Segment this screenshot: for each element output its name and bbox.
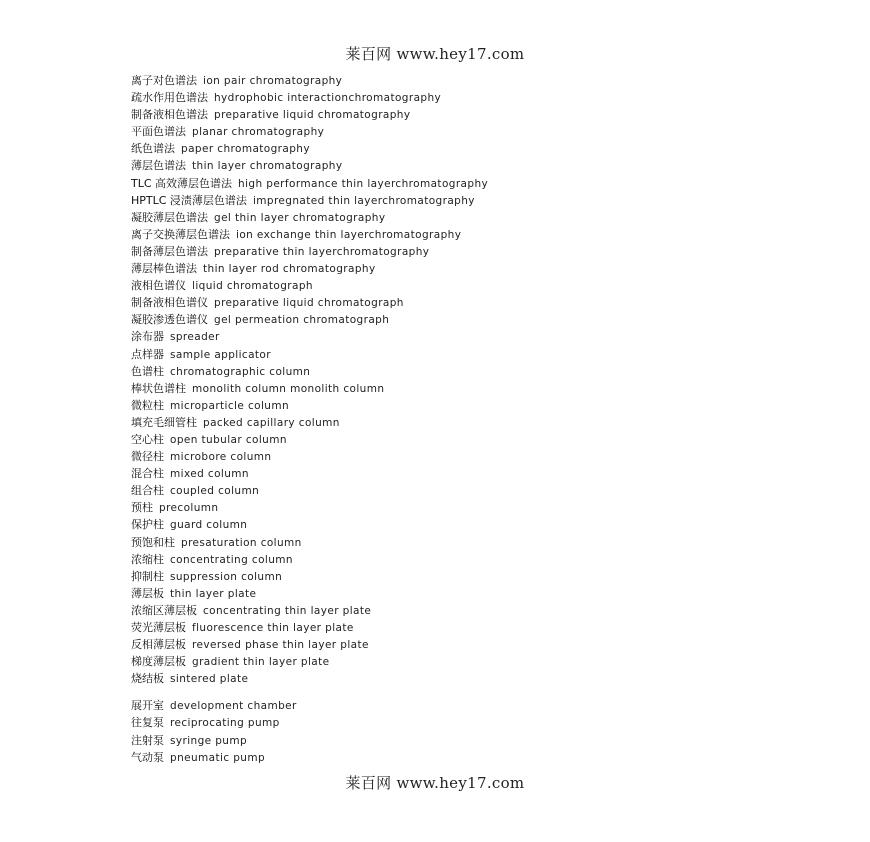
glossary-entry	[131, 157, 771, 174]
term-english: gradient thin layer plate	[192, 656, 330, 669]
page-footer: 莱百网 www.hey17.com	[345, 774, 525, 792]
glossary-entry	[131, 294, 771, 311]
term-english: open tubular column	[170, 433, 287, 446]
glossary-entry	[131, 636, 771, 653]
term-chinese: 疏水作用色谱法	[131, 91, 208, 105]
term-english: preparative liquid chromatograph	[214, 297, 404, 310]
term-chinese: 预柱	[131, 501, 153, 515]
term-english: pneumatic pump	[170, 751, 266, 764]
term-english: sintered plate	[170, 673, 249, 686]
term-chinese: 棒状色谱柱	[131, 381, 186, 395]
glossary-entry	[131, 72, 771, 89]
term-chinese: 梯度薄层板	[131, 655, 186, 669]
page-header: 莱百网 www.hey17.com	[345, 45, 525, 63]
glossary-entry	[131, 380, 771, 397]
term-chinese: 薄层板	[131, 586, 164, 600]
term-english: sample applicator	[170, 348, 271, 361]
glossary-entry	[131, 431, 771, 448]
glossary-entry	[131, 140, 771, 157]
glossary-entry	[131, 363, 771, 380]
term-english: high performance thin layerchromatography	[238, 177, 489, 190]
term-chinese: 气动泵	[131, 750, 164, 764]
term-english: reversed phase thin layer plate	[192, 639, 369, 652]
term-english: development chamber	[170, 700, 297, 713]
term-english: fluorescence thin layer plate	[192, 622, 354, 634]
glossary-entry	[131, 89, 771, 106]
glossary-entry	[131, 551, 771, 568]
glossary-entry	[131, 585, 771, 602]
term-english: microparticle column	[170, 399, 290, 412]
term-chinese: 抑制柱	[131, 569, 164, 583]
term-english: coupled column	[170, 485, 260, 498]
term-chinese: 浓缩区薄层板	[131, 603, 197, 617]
glossary-entry	[131, 448, 771, 465]
glossary-entry	[131, 346, 771, 363]
term-english: concentrating column	[170, 553, 293, 566]
glossary-entry	[131, 226, 771, 243]
glossary-entry	[131, 534, 771, 551]
term-english: monolith column monolith column	[192, 382, 385, 395]
glossary-entry	[131, 311, 771, 328]
term-chinese: 往复泵	[131, 716, 164, 730]
term-chinese: 荧光薄层板	[131, 621, 186, 634]
term-chinese: 色谱柱	[131, 364, 164, 378]
glossary-entry	[131, 414, 771, 431]
term-chinese: 涂布器	[131, 330, 164, 344]
term-english: preparative thin layerchromatography	[214, 245, 430, 258]
term-chinese: 制备液相色谱仪	[131, 296, 208, 310]
term-chinese: 注射泵	[131, 733, 164, 747]
term-chinese: 薄层棒色谱法	[131, 262, 197, 276]
term-chinese: 预饱和柱	[131, 535, 175, 549]
glossary-entry	[131, 732, 771, 749]
glossary-entry	[131, 209, 771, 226]
term-chinese: 离子对色谱法	[131, 74, 197, 87]
glossary-entry	[131, 568, 771, 585]
term-chinese: 混合柱	[131, 467, 164, 481]
term-english: impregnated thin layerchromatography	[252, 194, 475, 207]
glossary-entry	[131, 465, 771, 482]
term-english: reciprocating pump	[170, 717, 280, 730]
glossary-entry	[131, 328, 771, 345]
term-english: syringe pump	[170, 734, 248, 747]
term-english: gel permeation chromatograph	[214, 314, 390, 327]
glossary-entry	[131, 482, 771, 499]
term-english: thin layer rod chromatography	[203, 263, 376, 276]
term-chinese: 空心柱	[131, 432, 164, 446]
term-english: preparative liquid chromatography	[214, 109, 411, 122]
glossary-entry	[131, 192, 771, 209]
glossary-entry	[131, 260, 771, 277]
term-english: ion pair chromatography	[203, 75, 343, 87]
term-chinese: 凝胶渗透色谱仪	[131, 313, 208, 327]
term-english: mixed column	[170, 468, 249, 481]
glossary-entry	[131, 714, 771, 731]
term-chinese: 制备液相色谱法	[131, 108, 208, 122]
term-chinese: 填充毛细管柱	[131, 415, 197, 429]
term-english: ion exchange thin layerchromatography	[236, 228, 462, 241]
glossary-entry	[131, 243, 771, 260]
term-english: thin layer plate	[170, 587, 257, 600]
term-chinese: 离子交换薄层色谱法	[131, 227, 230, 241]
glossary-entry	[131, 516, 771, 533]
glossary-entry	[131, 175, 771, 192]
term-english: gel thin layer chromatography	[214, 211, 386, 224]
glossary-entry	[131, 123, 771, 140]
glossary-entry	[131, 619, 771, 636]
glossary-entry	[131, 749, 771, 766]
term-chinese: 保护柱	[131, 518, 164, 532]
glossary-entry	[131, 670, 771, 687]
term-chinese: 纸色谱法	[131, 142, 175, 156]
glossary-entry	[131, 602, 771, 619]
term-english: guard column	[170, 519, 248, 532]
term-chinese: HPTLC 浸渍薄层色谱法	[131, 193, 247, 207]
term-chinese: 反相薄层板	[131, 638, 186, 652]
term-english: precolumn	[159, 502, 219, 515]
term-chinese: 展开室	[131, 699, 164, 713]
glossary-entry	[131, 277, 771, 294]
glossary-entry	[131, 653, 771, 670]
term-chinese: 组合柱	[131, 484, 164, 498]
term-english: microbore column	[170, 451, 272, 464]
term-english: suppression column	[170, 570, 283, 583]
term-english: planar chromatography	[192, 126, 325, 139]
term-english: concentrating thin layer plate	[203, 604, 372, 617]
term-chinese: 制备薄层色谱法	[131, 244, 208, 258]
term-chinese: 浓缩柱	[131, 552, 164, 566]
term-chinese: 烧结板	[131, 672, 164, 686]
term-chinese: 微径柱	[131, 450, 164, 464]
term-english: chromatographic column	[170, 365, 311, 378]
term-english: packed capillary column	[203, 416, 340, 429]
term-chinese: 液相色谱仪	[131, 279, 186, 293]
glossary-entry	[131, 397, 771, 414]
term-english: thin layer chromatography	[192, 160, 343, 173]
glossary-entry	[131, 697, 771, 714]
term-english: spreader	[170, 331, 220, 344]
term-english: liquid chromatograph	[192, 280, 313, 293]
term-english: presaturation column	[181, 536, 302, 549]
term-chinese: 平面色谱法	[131, 125, 186, 139]
term-english: paper chromatography	[181, 143, 310, 156]
glossary-entry	[131, 106, 771, 123]
glossary-list	[131, 72, 771, 766]
term-chinese: 凝胶薄层色谱法	[131, 210, 208, 224]
term-chinese: 微粒柱	[131, 398, 164, 412]
term-english: hydrophobic interactionchromatography	[214, 92, 442, 105]
glossary-entry	[131, 499, 771, 516]
term-chinese: 点样器	[131, 347, 164, 361]
term-chinese: 薄层色谱法	[131, 159, 186, 173]
term-chinese: TLC 高效薄层色谱法	[131, 176, 233, 190]
